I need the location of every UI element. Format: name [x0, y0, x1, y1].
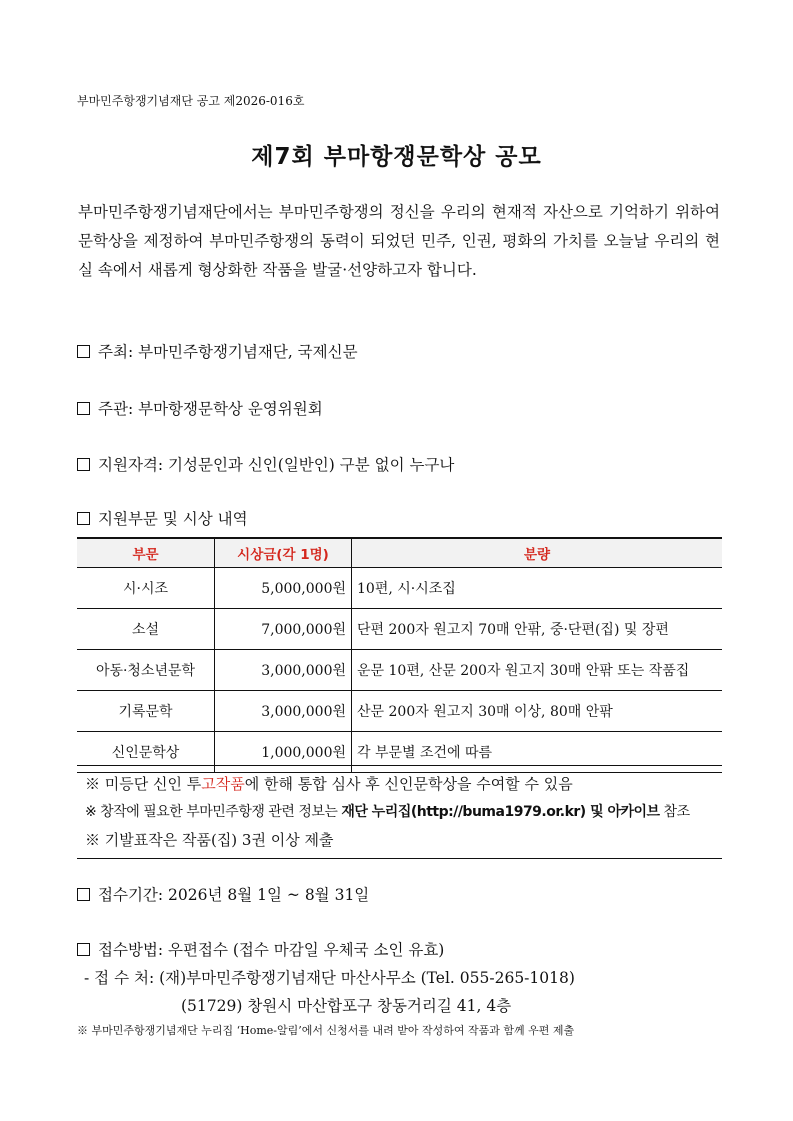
website-link[interactable]: 재단 누리집(http://buma1979.or.kr) — [341, 804, 586, 820]
volume-cell: 단편 200자 원고지 70매 안팎, 중·단편(집) 및 장편 — [352, 609, 723, 650]
page-title: 제7회 부마항쟁문학상 공모 — [251, 144, 542, 170]
organizer-text: 주최: 부마민주항쟁기념재단, 국제신문 — [98, 343, 358, 361]
prize-cell: 3,000,000원 — [215, 650, 352, 691]
header-prize: 시상금(각 1명) — [215, 538, 352, 568]
volume-cell: 10편, 시·시조집 — [352, 568, 723, 609]
host-item — [77, 397, 323, 419]
method-text: 접수방법: 우편접수 (접수 마감일 우체국 소인 유효) — [98, 941, 445, 959]
note-text: 참조 — [659, 804, 690, 820]
notice-number: 부마민주항쟁기념재단 공고 제2026-016호 — [77, 94, 305, 108]
table-row — [77, 568, 722, 609]
note-text: ※ 미등단 신인 투 — [85, 775, 202, 793]
note-reference — [77, 798, 722, 826]
checkbox-square-icon — [77, 402, 90, 415]
category-cell: 신인문학상 — [77, 732, 215, 773]
archive-link[interactable]: 아카이브 — [607, 804, 660, 820]
eligibility-text: 지원자격: 기성문인과 신인(일반인) 구분 없이 누구나 — [98, 456, 455, 474]
prize-cell: 3,000,000원 — [215, 691, 352, 732]
checkbox-square-icon — [77, 943, 90, 956]
note-newcomer — [77, 770, 722, 798]
volume-cell: 각 부문별 조건에 따름 — [352, 732, 723, 773]
table-row — [77, 609, 722, 650]
note-highlight: 고작품 — [201, 775, 245, 793]
category-cell: 기록문학 — [77, 691, 215, 732]
note-text: 에 한해 통합 심사 후 신인문학상을 수여할 수 있음 — [244, 775, 573, 793]
organizer-item — [77, 340, 358, 362]
header-volume: 분량 — [352, 538, 723, 568]
prize-cell: 7,000,000원 — [215, 609, 352, 650]
note-text: 및 — [585, 804, 608, 820]
address-line1: - 접 수 처: (재)부마민주항쟁기념재단 마산사무소 (Tel. 055-265-1018) — [84, 969, 575, 987]
footnote: ※ 부마민주항쟁기념재단 누리집 ‘Home-알림’에서 신청서를 내려 받아 작성하여 작품과 함께 우편 제출 — [77, 1024, 575, 1037]
checkbox-square-icon — [77, 458, 90, 471]
volume-cell: 산문 200자 원고지 30매 이상, 80매 안팎 — [352, 691, 723, 732]
period-text: 접수기간: 2026년 8월 1일 ~ 8월 31일 — [98, 886, 370, 904]
checkbox-square-icon — [77, 345, 90, 358]
categories-heading — [77, 507, 248, 529]
category-cell: 시·시조 — [77, 568, 215, 609]
award-table — [77, 537, 722, 773]
notes-box — [77, 765, 722, 859]
checkbox-square-icon — [77, 888, 90, 901]
prize-cell: 1,000,000원 — [215, 732, 352, 773]
categories-heading-text: 지원부문 및 시상 내역 — [98, 510, 248, 528]
note-text: ※ 창작에 필요한 부마민주항쟁 관련 정보는 — [85, 804, 342, 820]
volume-cell: 운문 10편, 산문 200자 원고지 30매 안팎 또는 작품집 — [352, 650, 723, 691]
checkbox-square-icon — [77, 512, 90, 525]
table-header-row — [77, 538, 722, 568]
period-item — [77, 883, 369, 905]
note-published: ※ 기발표작은 작품(집) 3권 이상 제출 — [85, 831, 334, 849]
address-line2: (51729) 창원시 마산합포구 창동거리길 41, 4층 — [181, 997, 512, 1015]
method-item — [77, 938, 444, 960]
eligibility-item — [77, 453, 454, 475]
host-text: 주관: 부마항쟁문학상 운영위원회 — [98, 400, 323, 418]
prize-cell: 5,000,000원 — [215, 568, 352, 609]
table-row — [77, 650, 722, 691]
header-category: 부문 — [77, 538, 215, 568]
category-cell: 아동·청소년문학 — [77, 650, 215, 691]
table-row — [77, 691, 722, 732]
category-cell: 소설 — [77, 609, 215, 650]
intro-paragraph: 부마민주항쟁기념재단에서는 부마민주항쟁의 정신을 우리의 현재적 자산으로 기억하기 위하여 문학상을 제정하여 부마민주항쟁의 동력이 되었던 민주, 인권, 평화의 가치를 오늘날 우리의 현실 속에서 새롭게 형상화한 작품을 발굴·선양하고자 합니다. — [78, 203, 720, 279]
